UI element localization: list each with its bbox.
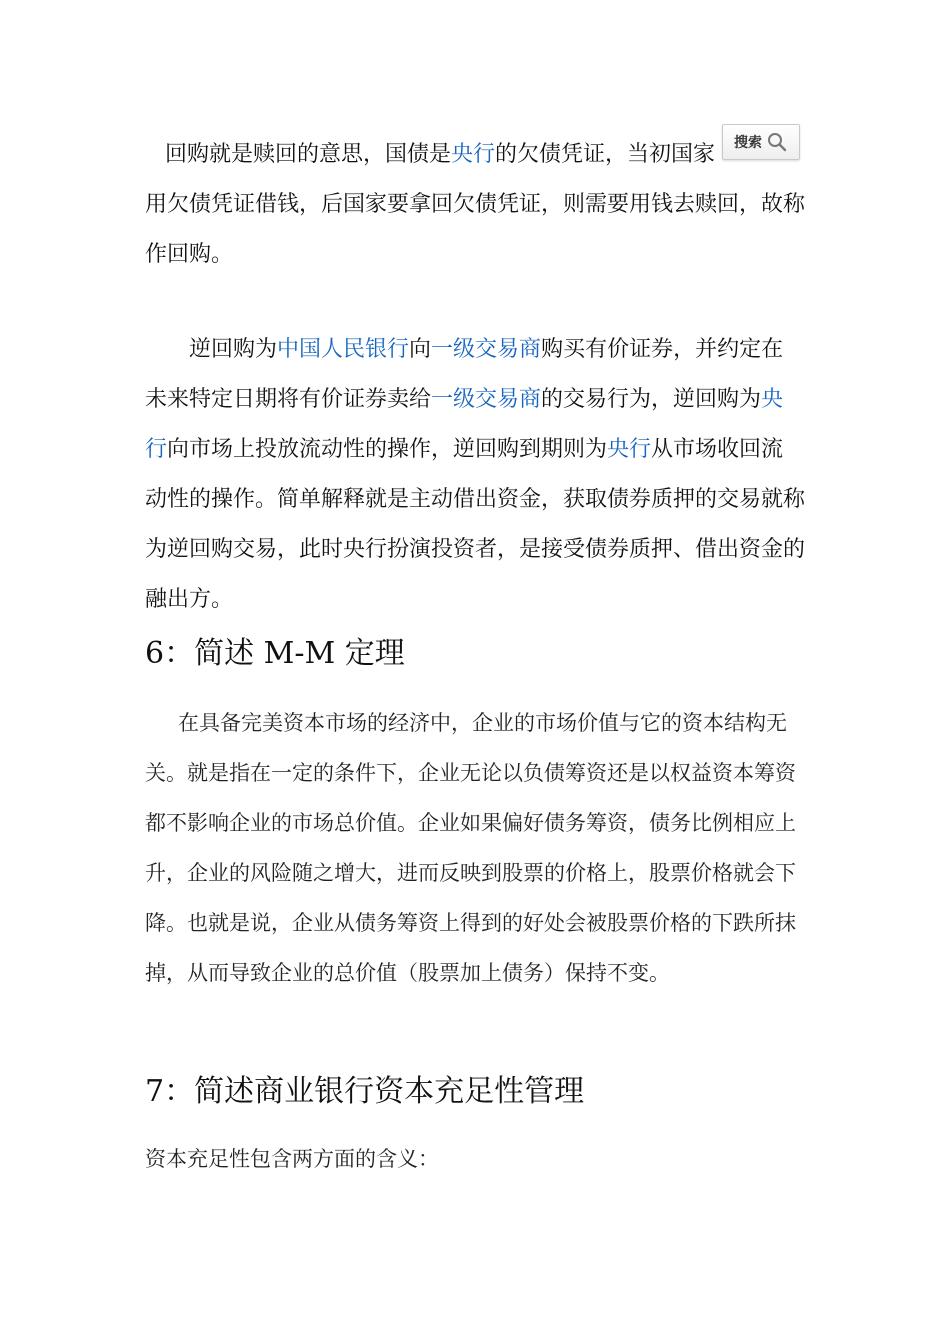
paragraph-reverse-repo: 逆回购为中国人民银行向一级交易商购买有价证券，并约定在未来特定日期将有价证券卖给一级交易商的交易行为，逆回购为央行向市场上投放流动性的操作，逆回购到期则为央行从市场收回流动性的操作。简单解释就是主动借出资金，获取债券质押的交易就称为逆回购交易，此时央行扮演投资者，是接受债券质押、借出资金的融出方。 bbox=[145, 337, 806, 612]
paragraph-capital-adequacy: 资本充足性包含两方面的含义： bbox=[145, 1147, 439, 1171]
link-central-bank[interactable]: 央行 bbox=[451, 142, 496, 167]
heading-mm-theorem: 6：简述 M-M 定理 bbox=[145, 636, 405, 671]
link-central-bank-2[interactable]: 央行 bbox=[145, 387, 784, 462]
paragraph-mm-theorem: 在具备完美资本市场的经济中，企业的市场价值与它的资本结构无关。就是指在一定的条件下，企业无论以负债筹资还是以权益资本筹资都不影响企业的市场总价值。企业如果偏好债务筹资，债务比例相应上升，企业的风险随之增大，进而反映到股票的价格上，股票价格就会下降。也就是说，企业从债务筹资上得到的好处会被股票价格的下跌所抹掉，从而导致企业的总价值（股票加上债务）保持不变。 bbox=[145, 711, 796, 985]
link-primary-dealer[interactable]: 一级交易商 bbox=[431, 337, 542, 362]
heading-capital-adequacy: 7：简述商业银行资本充足性管理 bbox=[145, 1074, 585, 1109]
search-label: 搜索 bbox=[734, 135, 762, 151]
link-primary-dealer-2[interactable]: 一级交易商 bbox=[431, 387, 542, 412]
paragraph-repo-definition: 回购就是赎回的意思，国债是央行的欠债凭证，当初国家用欠债凭证借钱，后国家要拿回欠债凭证，则需要用钱去赎回，故称作回购。 bbox=[145, 142, 806, 267]
link-pboc[interactable]: 中国人民银行 bbox=[277, 337, 410, 362]
link-central-bank-3[interactable]: 央行 bbox=[607, 437, 652, 462]
